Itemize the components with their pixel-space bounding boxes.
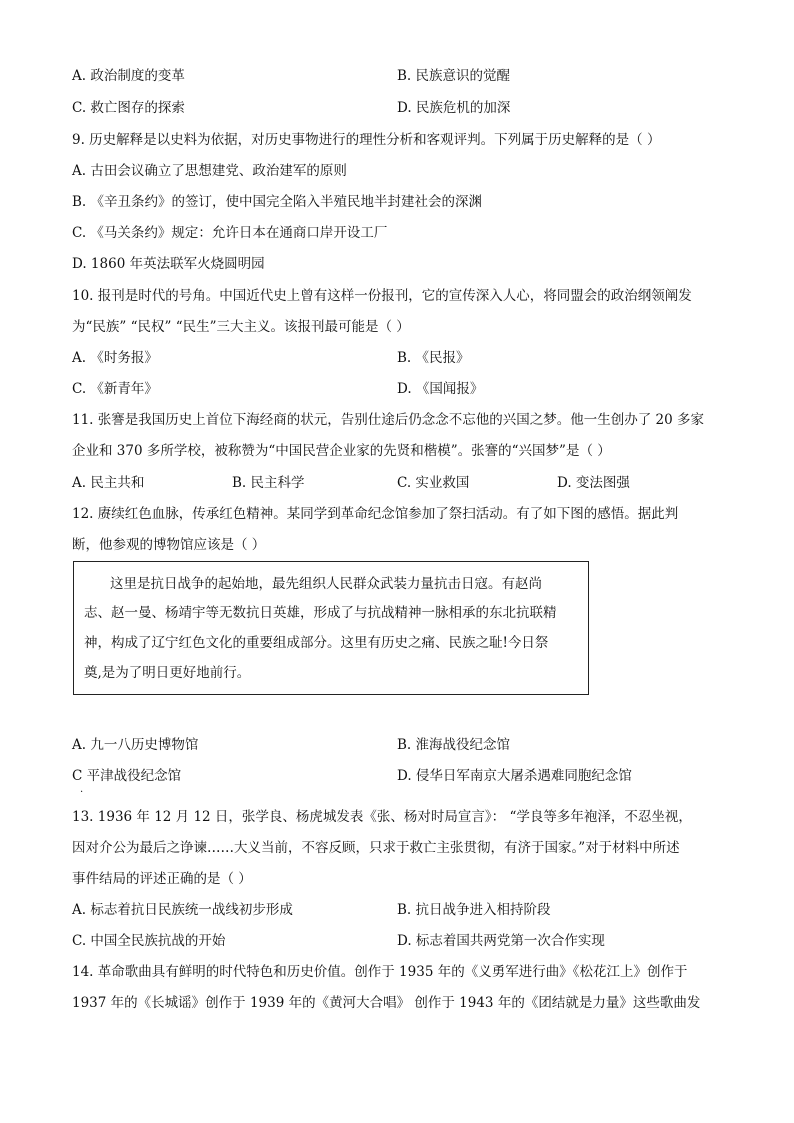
material-line4: 奠,是为了明日更好地前行。 xyxy=(84,665,251,681)
q12-option-d[interactable]: D. 侵华日军南京大屠杀遇难同胞纪念馆 xyxy=(397,768,632,784)
material-box xyxy=(73,561,589,695)
q8-option-d[interactable]: D. 民族危机的加深 xyxy=(397,100,511,116)
q10-option-d[interactable]: D. 《国闻报》 xyxy=(397,381,484,397)
q11-option-c[interactable]: C. 实业救国 xyxy=(397,475,470,491)
q9-option-d[interactable]: D. 1860 年英法联军火烧圆明园 xyxy=(72,256,265,272)
q10-stem-line1: 10. 报刊是时代的号角。中国近代史上曾有这样一份报刊，它的宣传深入人心，将同盟会的政治纲领阐发 xyxy=(72,288,692,304)
q11-option-a[interactable]: A. 民主共和 xyxy=(72,475,145,491)
q10-option-b[interactable]: B. 《民报》 xyxy=(397,350,470,366)
q13-option-a[interactable]: A. 标志着抗日民族统一战线初步形成 xyxy=(72,902,293,918)
q9-option-a[interactable]: A. 古田会议确立了思想建党、政治建军的原则 xyxy=(72,163,347,179)
q13-stem-line2: 因对介公为最后之诤谏……大义当前，不容反顾，只求于救亡主张贯彻，有济于国家。”对于材料中所述 xyxy=(72,840,680,856)
q13-stem-line1: 13. 1936 年 12 月 12 日，张学良、杨虎城发表《张、杨对时局宣言》： “学良等多年袍泽，不忍坐视， xyxy=(72,809,692,825)
q12-option-b[interactable]: B. 淮海战役纪念馆 xyxy=(397,737,511,753)
q12-stem-line1: 12. 赓续红色血脉，传承红色精神。某同学到革命纪念馆参加了祭扫活动。有了如下图的感悟。据此判 xyxy=(72,506,679,522)
q9-option-c[interactable]: C. 《马关条约》规定：允许日本在通商口岸开设工厂 xyxy=(72,225,388,241)
q13-option-b[interactable]: B. 抗日战争进入相持阶段 xyxy=(397,902,551,918)
q11-option-b[interactable]: B. 民主科学 xyxy=(232,475,305,491)
q12-option-c[interactable]: C 平津战役纪念馆 xyxy=(72,768,182,784)
q13-option-d[interactable]: D. 标志着国共两党第一次合作实现 xyxy=(397,933,605,949)
q13-option-c[interactable]: C. 中国全民族抗战的开始 xyxy=(72,933,226,949)
q9-stem: 9. 历史解释是以史料为依据，对历史事物进行的理性分析和客观评判。下列属于历史解释的是（ ） xyxy=(72,132,661,148)
material-line2: 志、赵一曼、杨靖宇等无数抗日英雄，形成了与抗战精神一脉相承的东北抗联精 xyxy=(84,605,557,621)
q11-option-d[interactable]: D. 变法图强 xyxy=(557,475,630,491)
material-line3: 神，构成了辽宁红色文化的重要组成部分。这里有历史之痛、民族之耻!今日祭 xyxy=(84,635,549,651)
q10-stem-line2: 为“民族” “民权” “民生”三大主义。该报刊最可能是（ ） xyxy=(72,319,410,335)
q9-option-b[interactable]: B. 《辛丑条约》的签订，使中国完全陷入半殖民地半封建社会的深渊 xyxy=(72,194,483,210)
q12-option-a[interactable]: A. 九一八历史博物馆 xyxy=(72,737,199,753)
q8-option-b[interactable]: B. 民族意识的觉醒 xyxy=(397,68,511,84)
stray-dot: . xyxy=(80,784,84,795)
q8-option-a[interactable]: A. 政治制度的变革 xyxy=(72,68,185,84)
q14-stem-line1: 14. 革命歌曲具有鲜明的时代特色和历史价值。创作于 1935 年的《义勇军进行曲》《松花江上》创作于 xyxy=(72,964,688,980)
q14-stem-line2: 1937 年的《长城谣》创作于 1939 年的《黄河大合唱》 创作于 1943 年的《团结就是力量》这些歌曲发 xyxy=(72,995,701,1011)
q10-option-a[interactable]: A. 《时务报》 xyxy=(72,350,158,366)
q10-option-c[interactable]: C. 《新青年》 xyxy=(72,381,158,397)
q12-stem-line2: 断，他参观的博物馆应该是（ ） xyxy=(72,537,266,553)
q8-option-c[interactable]: C. 救亡图存的探索 xyxy=(72,100,185,116)
q11-stem-line2: 企业和 370 多所学校，被称赞为“中国民营企业家的先贤和楷模”。张謇的“兴国梦”是（ ） xyxy=(72,443,611,459)
q11-stem-line1: 11. 张謇是我国历史上首位下海经商的状元，告别仕途后仍念念不忘他的兴国之梦。他一生创办了 20 多家 xyxy=(72,412,705,428)
q13-stem-line3: 事件结局的评述正确的是（ ） xyxy=(72,871,252,887)
material-line1: 这里是抗日战争的起始地，最先组织人民群众武装力量抗击日寇。有赵尚 xyxy=(110,576,542,592)
